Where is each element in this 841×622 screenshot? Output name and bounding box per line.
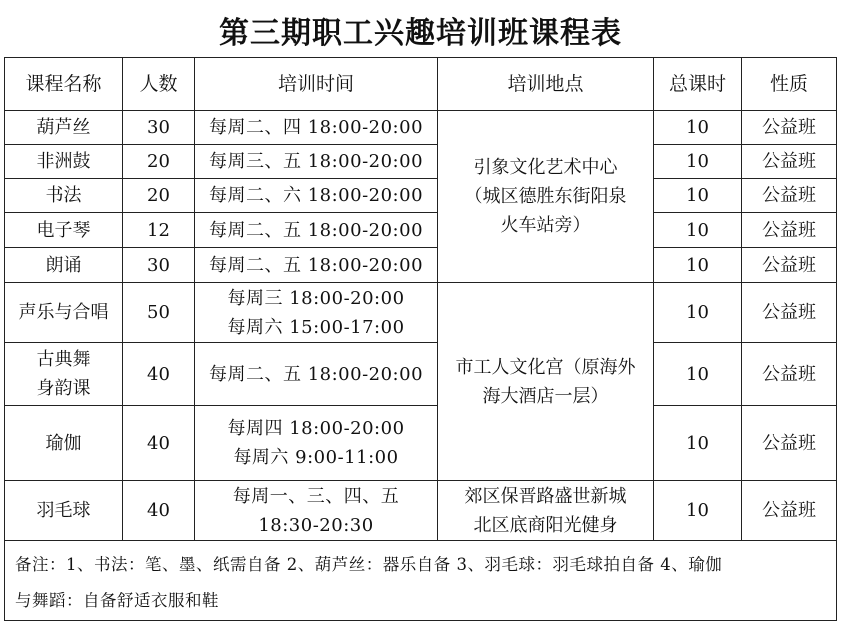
course-type: 公益班: [742, 111, 837, 145]
header-type: 性质: [742, 58, 837, 111]
table-row: [5, 111, 837, 145]
page-title: 第三期职工兴趣培训班课程表: [219, 16, 622, 51]
table-row: [5, 406, 837, 481]
course-hours: 10: [654, 179, 742, 213]
table-row: [5, 343, 837, 406]
course-count: 40: [123, 343, 195, 406]
course-count: 40: [123, 481, 195, 541]
table-row: [5, 145, 837, 179]
course-time: 每周二、六 18:00-20:00: [195, 179, 438, 213]
course-hours: 10: [654, 145, 742, 179]
course-name: 电子琴: [5, 213, 123, 248]
course-type: 公益班: [742, 481, 837, 541]
time-line: 每周四 18:00-20:00: [227, 418, 405, 439]
time-line: 每周六 15:00-17:00: [227, 316, 405, 338]
course-name: 葫芦丝: [5, 111, 123, 145]
location-line: 郊区保晋路盛世新城: [464, 485, 627, 507]
course-name: 声乐与合唱: [5, 283, 123, 343]
course-time: 每周二、四 18:00-20:00: [195, 111, 438, 145]
location-line: 北区底商阳光健身: [473, 514, 618, 536]
header-location: 培训地点: [438, 58, 654, 111]
course-hours: 10: [654, 343, 742, 406]
time-line: 每周一、三、四、五: [232, 485, 400, 507]
course-type: 公益班: [742, 179, 837, 213]
course-name: 朗诵: [5, 248, 123, 283]
course-hours: 10: [654, 248, 742, 283]
course-type: 公益班: [742, 283, 837, 343]
location-line: 火车站旁）: [500, 215, 591, 236]
course-count: 20: [123, 145, 195, 179]
table-row: [5, 179, 837, 213]
course-name: 非洲鼓: [5, 145, 123, 179]
course-hours: 10: [654, 111, 742, 145]
course-time: 每周二、五 18:00-20:00: [195, 213, 438, 248]
header-count: 人数: [123, 58, 195, 111]
course-hours: 10: [654, 406, 742, 481]
course-type: 公益班: [742, 343, 837, 406]
course-name: 书法: [5, 179, 123, 213]
course-name: 羽毛球: [5, 481, 123, 541]
course-time: [195, 283, 438, 343]
course-name: 瑜伽: [5, 406, 123, 481]
note-cell: [5, 541, 837, 621]
header-course-name: 课程名称: [5, 58, 123, 111]
course-count: 40: [123, 406, 195, 481]
table-row: [5, 481, 837, 541]
header-hours: 总课时: [654, 58, 742, 111]
course-time: [195, 481, 438, 541]
course-time: 每周二、五 18:00-20:00: [195, 248, 438, 283]
time-line: 每周三 18:00-20:00: [227, 287, 405, 309]
table-row: [5, 283, 837, 343]
time-line: 18:30-20:30: [258, 514, 374, 536]
location-cell: [438, 481, 654, 541]
location-line: 海大酒店一层）: [482, 385, 609, 407]
location-line: （城区德胜东街阳泉: [464, 186, 627, 207]
course-name-line: 身韵课: [36, 378, 91, 399]
course-count: 50: [123, 283, 195, 343]
schedule-table: [4, 57, 837, 621]
course-type: 公益班: [742, 406, 837, 481]
location-line: 引象文化艺术中心: [473, 157, 618, 178]
table-row: [5, 213, 837, 248]
location-cell: [438, 283, 654, 481]
course-count: 30: [123, 111, 195, 145]
header-time: 培训时间: [195, 58, 438, 111]
course-time: 每周三、五 18:00-20:00: [195, 145, 438, 179]
table-row: [5, 248, 837, 283]
course-name: [5, 343, 123, 406]
header-row: [5, 58, 837, 111]
note-line: 备注：1、书法：笔、墨、纸需自备 2、葫芦丝：器乐自备 3、羽毛球：羽毛球拍自备 4、瑜伽: [15, 555, 723, 574]
time-line: 每周六 9:00-11:00: [233, 447, 399, 468]
location-line: 市工人文化宫（原海外: [455, 356, 636, 378]
course-count: 12: [123, 213, 195, 248]
location-cell: [438, 111, 654, 283]
course-type: 公益班: [742, 213, 837, 248]
course-hours: 10: [654, 481, 742, 541]
course-hours: 10: [654, 213, 742, 248]
course-name-line: 古典舞: [36, 349, 91, 370]
course-type: 公益班: [742, 248, 837, 283]
course-hours: 10: [654, 283, 742, 343]
course-count: 20: [123, 179, 195, 213]
note-line: 与舞蹈：自备舒适衣服和鞋: [15, 591, 219, 610]
course-count: 30: [123, 248, 195, 283]
course-time: [195, 406, 438, 481]
course-time: 每周二、五 18:00-20:00: [195, 343, 438, 406]
course-type: 公益班: [742, 145, 837, 179]
note-row: [5, 541, 837, 621]
